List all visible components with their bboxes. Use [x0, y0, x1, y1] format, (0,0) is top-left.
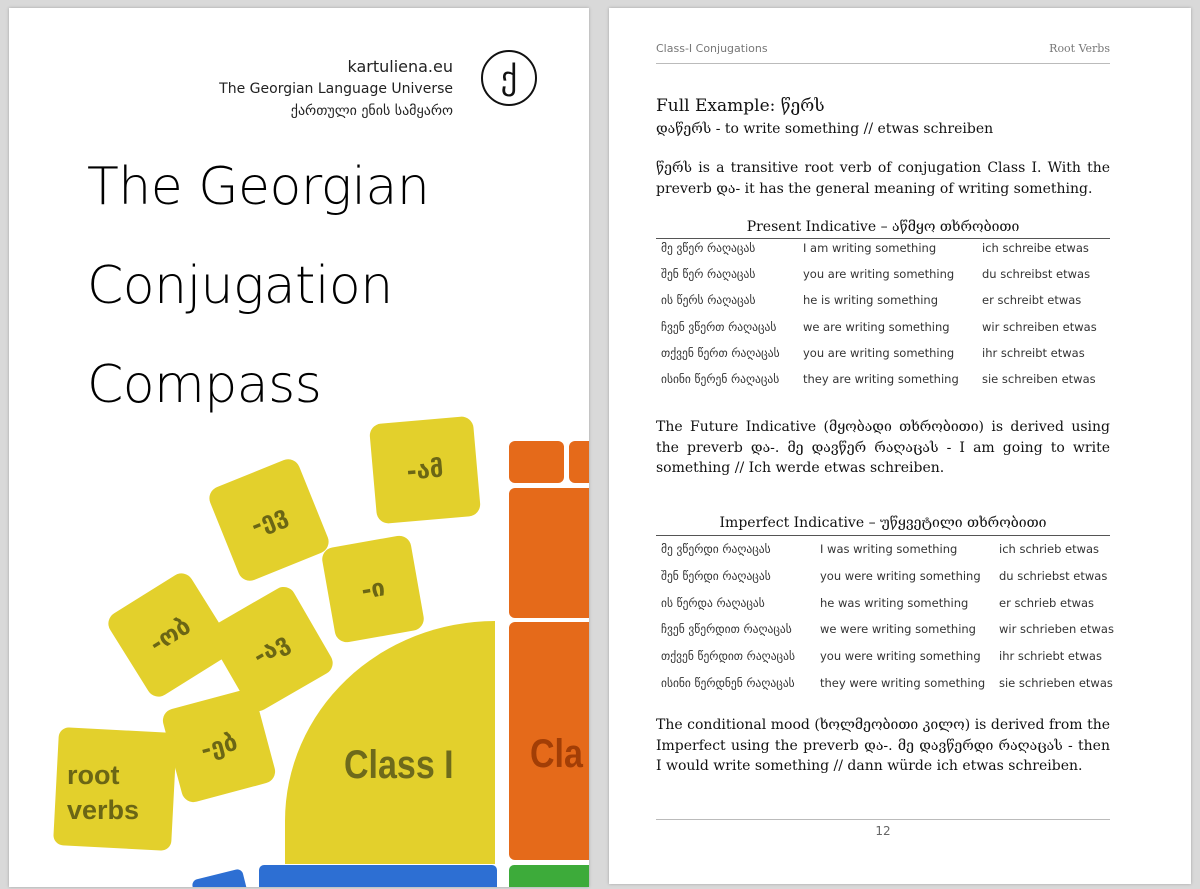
- running-header-left: Class-I Conjugations: [656, 42, 768, 55]
- header-rule: [656, 63, 1110, 64]
- bottom-green-block: [509, 865, 589, 887]
- table-row: შენ წერდი რაღაცას you were writing something du schriebst etwas: [661, 569, 1108, 583]
- title-line-3: Compass: [87, 355, 322, 415]
- brand-block: [219, 56, 453, 122]
- table-row: მე ვწერ რაღაცას I am writing something ich schreibe etwas: [661, 241, 1089, 255]
- table-row: ისინი წერენ რაღაცას they are writing something sie schreiben etwas: [661, 372, 1096, 386]
- suffix-tile-eb: -ებ: [160, 687, 278, 805]
- logo-glyph: ქ: [500, 59, 518, 97]
- suffix-tile-am: -ამ: [369, 416, 481, 525]
- suffix-tile-i: -ი: [320, 534, 425, 644]
- suffix-tile-ob: -ობ: [104, 569, 236, 701]
- suffix-tile-av: -ავ: [205, 583, 337, 716]
- conditional-paragraph: The conditional mood (ხოლმეობითი კილო) is derived from the Imperfect using the preverb და-. მე დავწერდი რაღაცას - then I would write something // dann würde ich etwas schreiben.: [656, 717, 1110, 774]
- present-table-rule: [656, 238, 1110, 239]
- title-line-2: Conjugation: [87, 256, 393, 316]
- imperfect-table-caption: Imperfect Indicative – უწყვეტილი თხრობითი: [719, 515, 1047, 531]
- table-row: თქვენ წერთ რაღაცას you are writing something ihr schreibt etwas: [661, 346, 1085, 360]
- intro-paragraph: წერს is a transitive root verb of conjugation Class I. With the preverb და- it has the general meaning of writing something.: [656, 160, 1110, 197]
- class2-label: Cla: [530, 732, 583, 776]
- suffix-tile-ev: -ევ: [206, 456, 332, 585]
- class2-segment: [509, 441, 564, 483]
- class1-label: Class I: [344, 743, 454, 787]
- present-table-caption: Present Indicative – აწმყო თხრობითი: [746, 219, 1020, 235]
- running-header-right: Root Verbs: [1049, 42, 1110, 55]
- brand-tagline: The Georgian Language Universe: [219, 81, 453, 97]
- table-row: ჩვენ ვწერთ რაღაცას we are writing something wir schreiben etwas: [661, 320, 1097, 334]
- example-subheading: დაწერს - to write something // etwas schreiben: [656, 121, 994, 137]
- bottom-blue-block: [259, 865, 497, 887]
- root-verbs-label: root verbs: [67, 760, 140, 825]
- table-row: ის წერს რაღაცას he is writing something er schreibt etwas: [661, 293, 1082, 307]
- table-row: ისინი წერდნენ რაღაცას they were writing something sie schrieben etwas: [661, 676, 1113, 690]
- cover-title: [87, 138, 429, 435]
- footer-rule: [656, 819, 1110, 820]
- page-number: 12: [875, 824, 891, 838]
- title-line-1: The Georgian: [87, 157, 430, 217]
- bottom-blue-segment: [191, 868, 249, 887]
- imperfect-table-rule: [656, 535, 1110, 536]
- example-heading: Full Example: წერს: [656, 96, 825, 116]
- table-row: შენ წერ რაღაცას you are writing something du schreibst etwas: [661, 267, 1091, 281]
- class2-segment: [569, 441, 589, 483]
- table-row: ის წერდა რაღაცას he was writing something er schrieb etwas: [661, 596, 1095, 610]
- brand-georgian: ქართული ენის სამყარო: [290, 103, 453, 119]
- kartuliena-logo-icon: [480, 49, 538, 107]
- future-paragraph: The Future Indicative (მყობადი თხრობითი) is derived using the preverb და-. მე დავწერ რაღაცას - I am going to write something // Ich werde etwas schreiben.: [656, 419, 1110, 476]
- table-row: თქვენ წერდით რაღაცას you were writing something ihr schriebt etwas: [661, 649, 1102, 663]
- class2-segment: [509, 488, 589, 618]
- content-page: [609, 8, 1191, 884]
- table-row: მე ვწერდი რაღაცას I was writing something ich schrieb etwas: [661, 542, 1100, 556]
- brand-site: kartuliena.eu: [347, 57, 453, 76]
- table-row: ჩვენ ვწერდით რაღაცას we were writing something wir schrieben etwas: [661, 622, 1114, 636]
- cover-page: [9, 8, 589, 887]
